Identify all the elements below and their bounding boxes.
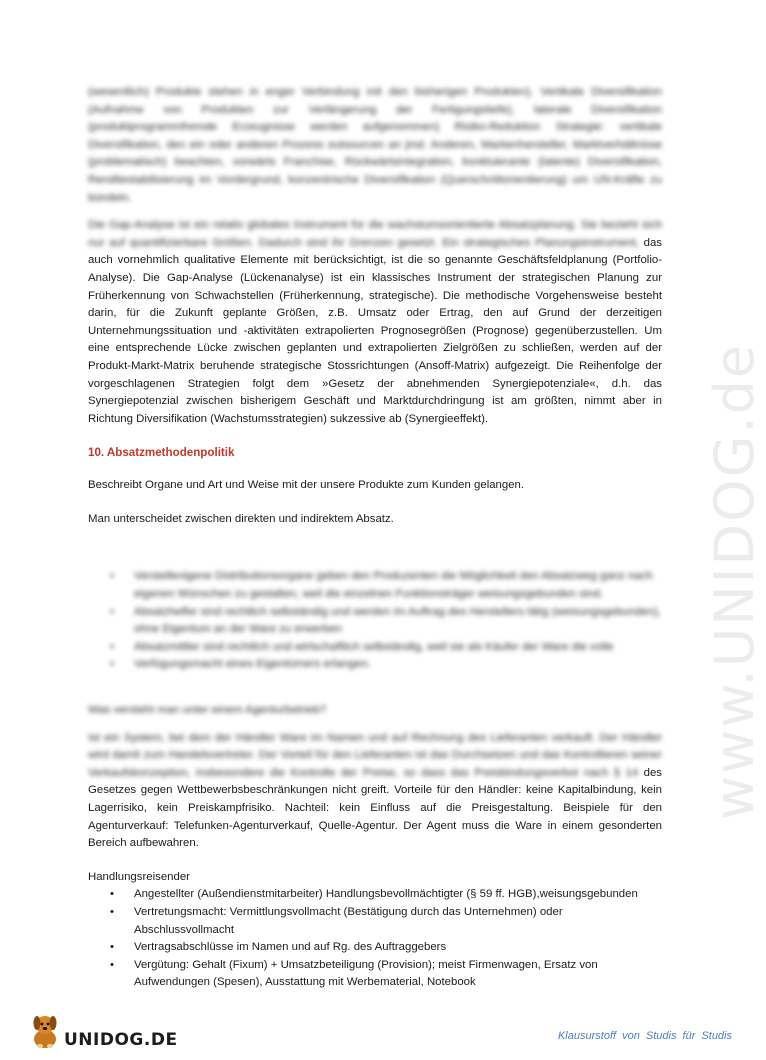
agentur-text: des Gesetzes gegen Wettbewerbsbeschränkungen nicht greift. Vorteile für den Händler: keine Kapitalbindung, kein Lagerrisiko, kein Preiskampfrisiko. Nachteil: kein Einfluss auf die Preisgestaltung. Beispiele für den Agenturverkauf: Telefunken-Agenturverkauf, Quelle-Agentur. Der Agent muss die Ware in einem gesonderten Bereich aufbewahren. [88,766,662,850]
intro-sentence-2: Man unterscheidet zwischen direkten und indirektem Absatz. [88,512,394,525]
list-item: • Vertragsabschlüsse im Namen und auf Rg. des Auftraggebers [110,941,447,954]
list-item: • Vergütung: Gehalt (Fixum) + Umsatzbeteiligung (Provision); meist Firmenwagen, Ersatz von Aufwendungen (Spesen), Ausstattung mit Werbematerial, Notebook [110,958,598,989]
paragraph-gap-analysis [88,217,662,428]
handlungsreisender-title: Handlungsreisender [88,870,190,883]
list-item: • Angestellter (Außendienstmitarbeiter) Handlungsbevollmächtigter (§ 59 ff. HGB),weisungsgebunden [110,888,638,901]
handlungsreisender-list [88,886,662,992]
list-item: • Verstellenigene Distributionsorgane geben den Produzenten die Möglichkeit den Absatzweg ganz nach eigenen Wünschen zu gestalten, weil die einzelnen Funktionsträger weisungsgebunden sind. [110,570,653,601]
gap-analysis-text: das auch vornehmlich qualitative Elemente mit berücksichtigt, ist die so genannte Geschäftsfeldplanung (Portfolio-Analyse). Die Gap-Analyse (Lückenanalyse) ist ein klassisches Instrument der strategischen Planung zur Früherkennung von Schwachstellen (Früherkennung, strategische). Die methodische Vorgehensweise besteht darin, für die Zukunft geplante Größen, z.B. Umsatz oder Ertrag, den auf Grund der derzeitigen Unternehmungssituation und -aktivitäten extrapolierten Prognosegrößen (Prognose) gegenüberzustellen. Um eine entsprechende Lücke zwischen geplanten und extrapolierten Zielgrößen zu schließen, werden auf der Produkt-Markt-Matrix beruhende strategische Stossrichtungen (Ansoff-Matrix) aufgezeigt. Die Reihenfolge der vorgeschlagenen Strategien folgt dem »Gesetz der abnehmenden Synergiepotenziale«, d.h. das Synergiepotenzial zwischen bisherigem Geschäft und Marktdurchdringung ist am größten, nimmt aber in Richtung Diversifikation (Wachstumsstrategien) sukzessive ab (Synergieeffekt). [88,236,662,425]
agent-question-blurred: Was versteht man unter einem Agenturbetrieb? [88,704,327,717]
unidog-logo [28,1010,178,1050]
list-item: • Absatzhelfer sind rechtlich selbständig und werden im Auftrag des Herstellers tätig (weisungsgebunden), ohne Eigentum an der Ware zu erwerben [110,605,661,636]
watermark-text: www.UNIDOG.de [703,342,766,820]
footer-tagline: Klausurstoff von Studis für Studis [557,1030,732,1042]
paragraph-agentur [88,730,662,853]
blurred-bullet-list [88,568,662,674]
logo-wordmark: UNIDOG.DE [64,1030,178,1050]
section-heading: 10. Absatzmethodenpolitik [88,446,235,460]
list-item: • Absatzmittler sind rechtlich und wirtschaftlich selbständig, weil sie als Käufer der Ware die volle [110,640,614,653]
intro-sentence-1: Beschreibt Organe und Art und Weise mit der unsere Produkte zum Kunden gelangen. [88,479,525,492]
dog-mascot-icon [28,1012,62,1050]
page-content [88,84,662,992]
list-item: • Vertretungsmacht: Vermittlungsvollmacht (Bestätigung durch das Unternehmen) oder Abschlussvollmacht [110,905,563,936]
paragraph-diversification-blurred: (wesentlich) Produkte stehen in enger Verbindung mit den bisherigen Produkten). Vertikale Diversifikation (Aufnahme von Produkten zur Verlängerung der Fertigungstiefe), laterale Diversifikation (produktprogrammfremde Erzeugnisse werden aufgenommen) Risiko-Reduktion Strategie: vertikale Diversifikation, den ein oder anderen Prozess outsourcen an jmd. Anderen, Markenhersteller, Marktverhältnisse (problematisch) beachten, vorwärts Franchise, Rückwärtsintegration, konkluierante (latente) Diversifikation, Renditestabilisierung im Vordergrund, konzentrische Diversifikation (Querschnittorientierung) um UN-Kräfte zu bündeln. [88,86,662,204]
gap-analysis-blurred-text: Die Gap-Analyse ist ein relativ globales Instrument für die wachstumsorientierte Absatzplanung. Sie bezieht sich nur auf quantifizierbare Größen. Dadurch sind ihr Grenzen gesetzt. Ein strategisches Planungsinstrument, [88,219,662,249]
agentur-blurred-text: Ist ein System, bei dem der Händler Ware im Namen und auf Rechnung des Lieferanten verkauft. Der Händler wird damit zum Handelsvertreter. Der Vorteil für den Lieferanten ist das Durchsetzen und das Kontrollieren seiner Verkaufskonzeption, insbesondere die Kontrolle der Preise, so dass das Preisbindungsverbot nach § 14 [88,731,662,779]
list-item: • Verfügungsmacht eines Eigentümers erlangen. [110,658,371,671]
